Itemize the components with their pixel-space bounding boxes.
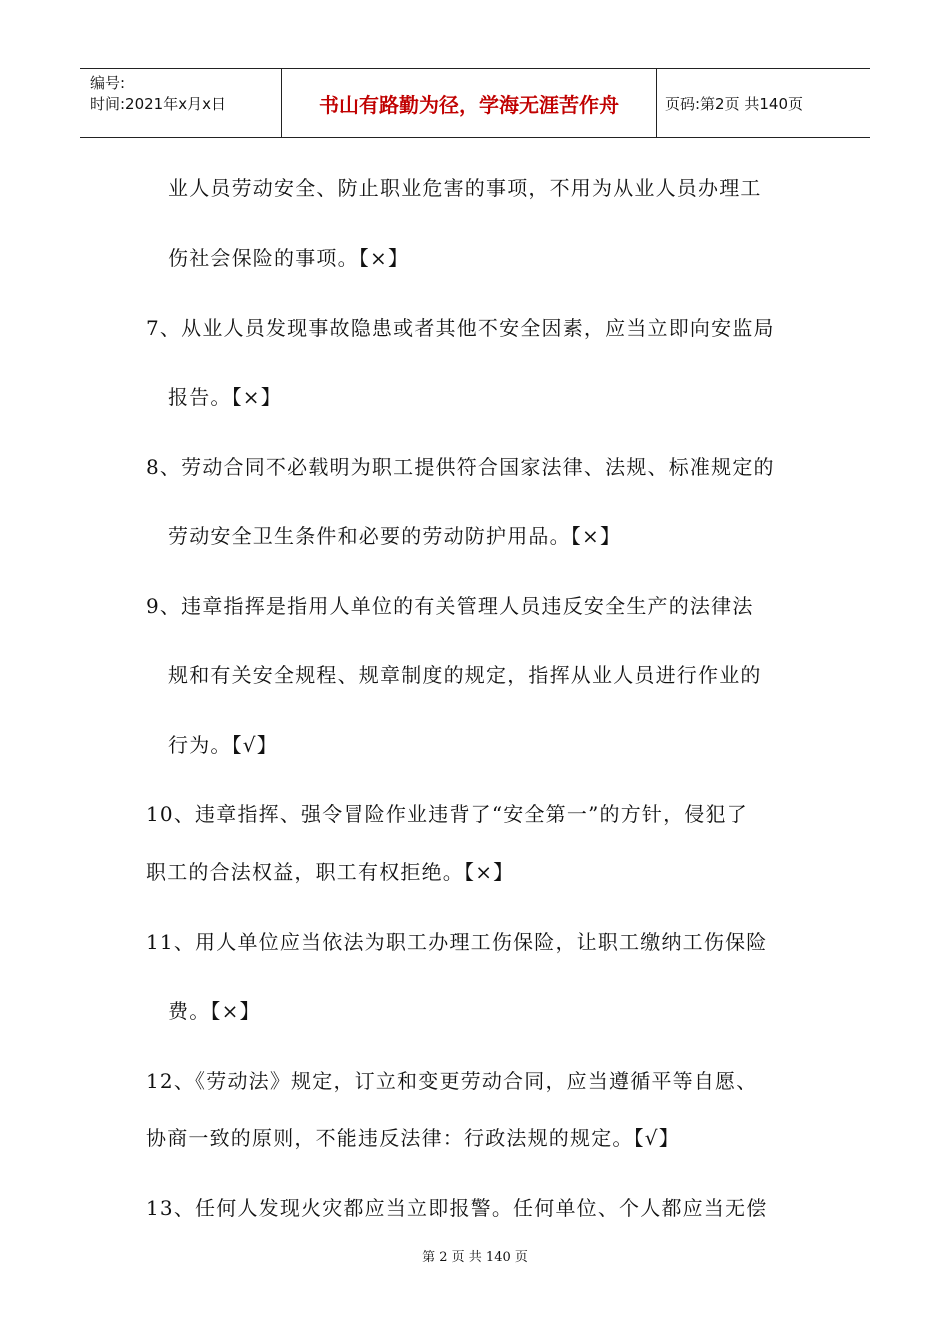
text-line: 8、劳动合同不必载明为职工提供符合国家法律、法规、标准规定的	[146, 455, 775, 479]
text-line: 费。【×】	[168, 999, 261, 1023]
header-page-info: 页码:第2页 共140页	[665, 94, 803, 113]
header-left-cell	[80, 69, 282, 137]
text-line: 业人员劳动安全、防止职业危害的事项，不用为从业人员办理工	[168, 176, 762, 200]
text-line: 职工的合法权益，职工有权拒绝。【×】	[146, 860, 515, 884]
text-line: 12、《劳动法》规定，订立和变更劳动合同，应当遵循平等自愿、	[146, 1069, 758, 1093]
serial-label: 编号:	[90, 74, 126, 92]
text-line: 报告。【×】	[168, 385, 282, 409]
text-line: 13、任何人发现火灾都应当立即报警。任何单位、个人都应当无偿	[146, 1196, 768, 1220]
text-line: 10、违章指挥、强令冒险作业违背了“安全第一”的方针，侵犯了	[146, 802, 748, 826]
text-line: 行为。【√】	[168, 733, 278, 757]
text-line: 7、从业人员发现事故隐患或者其他不安全因素，应当立即向安监局	[146, 316, 775, 340]
text-line: 伤社会保险的事项。【×】	[168, 246, 410, 270]
page-footer: 第 2 页 共 140 页	[422, 1250, 528, 1265]
text-line: 规和有关安全规程、规章制度的规定，指挥从业人员进行作业的	[168, 663, 762, 687]
date-label: 时间:2021年x月x日	[90, 95, 226, 113]
header-motto: 书山有路勤为径，学海无涯苦作舟	[282, 69, 657, 137]
text-line: 协商一致的原则，不能违反法律：行政法规的规定。【√】	[146, 1126, 680, 1150]
text-line: 劳动安全卫生条件和必要的劳动防护用品。【×】	[168, 524, 622, 548]
text-line: 9、违章指挥是指用人单位的有关管理人员违反安全生产的法律法	[146, 594, 754, 618]
page-header	[80, 68, 870, 138]
text-line: 11、用人单位应当依法为职工办理工伤保险，让职工缴纳工伤保险	[146, 930, 768, 954]
